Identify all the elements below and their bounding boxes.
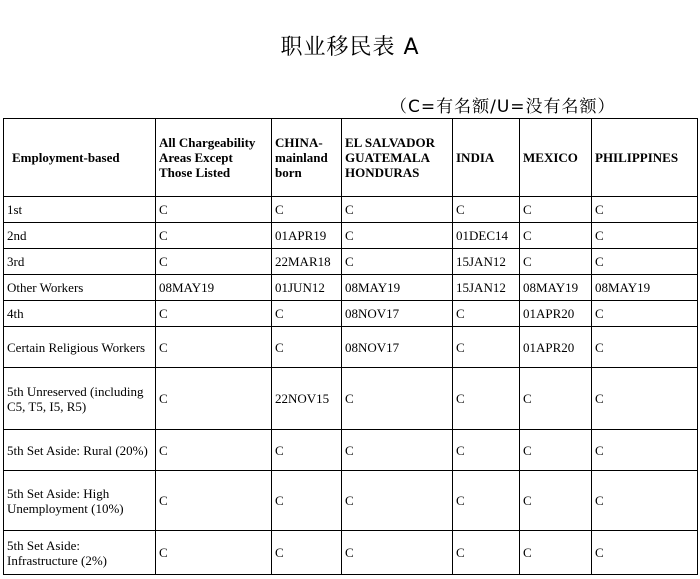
- row-category: 5th Set Aside: Infrastructure (2%): [4, 531, 156, 575]
- table-row: [4, 327, 698, 368]
- row-category: 5th Set Aside: High Unemployment (10%): [4, 471, 156, 531]
- table-cell: C: [592, 197, 698, 223]
- table-cell: C: [520, 471, 592, 531]
- table-row: [4, 301, 698, 327]
- row-category: 3rd: [4, 249, 156, 275]
- table-cell: C: [156, 531, 272, 575]
- table-cell: 15JAN12: [453, 249, 520, 275]
- table-cell: C: [592, 249, 698, 275]
- table-cell: 01APR20: [520, 327, 592, 368]
- table-cell: C: [453, 430, 520, 471]
- table-row: [4, 368, 698, 430]
- row-category: Other Workers: [4, 275, 156, 301]
- table-cell: 01JUN12: [272, 275, 342, 301]
- table-cell: C: [272, 471, 342, 531]
- table-cell: 08NOV17: [342, 327, 453, 368]
- table-cell: C: [342, 430, 453, 471]
- header-employment-based: Employment-based: [4, 119, 156, 197]
- row-category: 4th: [4, 301, 156, 327]
- table-row: [4, 430, 698, 471]
- table-cell: C: [520, 368, 592, 430]
- table-cell: C: [592, 327, 698, 368]
- table-cell: 22NOV15: [272, 368, 342, 430]
- table-cell: C: [453, 471, 520, 531]
- table-cell: C: [342, 223, 453, 249]
- table-cell: 01APR19: [272, 223, 342, 249]
- row-category: Certain Religious Workers: [4, 327, 156, 368]
- table-cell: C: [272, 197, 342, 223]
- table-cell: C: [453, 327, 520, 368]
- table-cell: C: [342, 197, 453, 223]
- table-cell: C: [520, 531, 592, 575]
- table-cell: C: [156, 430, 272, 471]
- row-category: 5th Unreserved (including C5, T5, I5, R5): [4, 368, 156, 430]
- table-cell: C: [342, 471, 453, 531]
- table-cell: C: [272, 430, 342, 471]
- header-mexico: MEXICO: [520, 119, 592, 197]
- table-cell: 08MAY19: [592, 275, 698, 301]
- table-cell: C: [156, 368, 272, 430]
- table-cell: C: [342, 249, 453, 275]
- table-cell: 22MAR18: [272, 249, 342, 275]
- table-cell: C: [453, 368, 520, 430]
- table-cell: 01DEC14: [453, 223, 520, 249]
- table-cell: C: [453, 301, 520, 327]
- table-cell: 08MAY19: [342, 275, 453, 301]
- table-cell: C: [592, 223, 698, 249]
- header-all-chargeability: All Chargeability Areas Except Those Listed: [156, 119, 272, 197]
- table-row: [4, 531, 698, 575]
- table-cell: C: [453, 197, 520, 223]
- table-cell: C: [272, 327, 342, 368]
- header-el-salvador-guatemala-honduras: EL SALVADOR GUATEMALA HONDURAS: [342, 119, 453, 197]
- table-cell: 08MAY19: [520, 275, 592, 301]
- table-cell: C: [156, 471, 272, 531]
- header-india: INDIA: [453, 119, 520, 197]
- row-category: 2nd: [4, 223, 156, 249]
- table-cell: C: [592, 368, 698, 430]
- table-cell: C: [520, 249, 592, 275]
- table-cell: C: [156, 249, 272, 275]
- table-row: [4, 223, 698, 249]
- table-cell: C: [520, 223, 592, 249]
- table-row: [4, 471, 698, 531]
- table-cell: C: [520, 197, 592, 223]
- table-cell: C: [272, 531, 342, 575]
- table-cell: C: [453, 531, 520, 575]
- table-row: [4, 249, 698, 275]
- visa-bulletin-table: [3, 118, 698, 575]
- table-cell: C: [520, 430, 592, 471]
- table-cell: C: [272, 301, 342, 327]
- table-cell: 08MAY19: [156, 275, 272, 301]
- table-cell: C: [342, 531, 453, 575]
- table-cell: 08NOV17: [342, 301, 453, 327]
- table-cell: 15JAN12: [453, 275, 520, 301]
- table-cell: C: [592, 471, 698, 531]
- table-cell: C: [156, 197, 272, 223]
- row-category: 1st: [4, 197, 156, 223]
- table-cell: C: [592, 531, 698, 575]
- table-row: [4, 275, 698, 301]
- table-cell: C: [156, 327, 272, 368]
- table-cell: C: [156, 301, 272, 327]
- header-china: CHINA-mainland born: [272, 119, 342, 197]
- table-row: [4, 197, 698, 223]
- table-cell: 01APR20: [520, 301, 592, 327]
- table-cell: C: [156, 223, 272, 249]
- row-category: 5th Set Aside: Rural (20%): [4, 430, 156, 471]
- header-philippines: PHILIPPINES: [592, 119, 698, 197]
- legend-note: （C=有名额/U=没有名额）: [390, 97, 616, 117]
- table-header-row: [4, 119, 698, 197]
- table-cell: C: [592, 430, 698, 471]
- table-cell: C: [592, 301, 698, 327]
- page-title: 职业移民表 A: [280, 35, 420, 60]
- table-cell: C: [342, 368, 453, 430]
